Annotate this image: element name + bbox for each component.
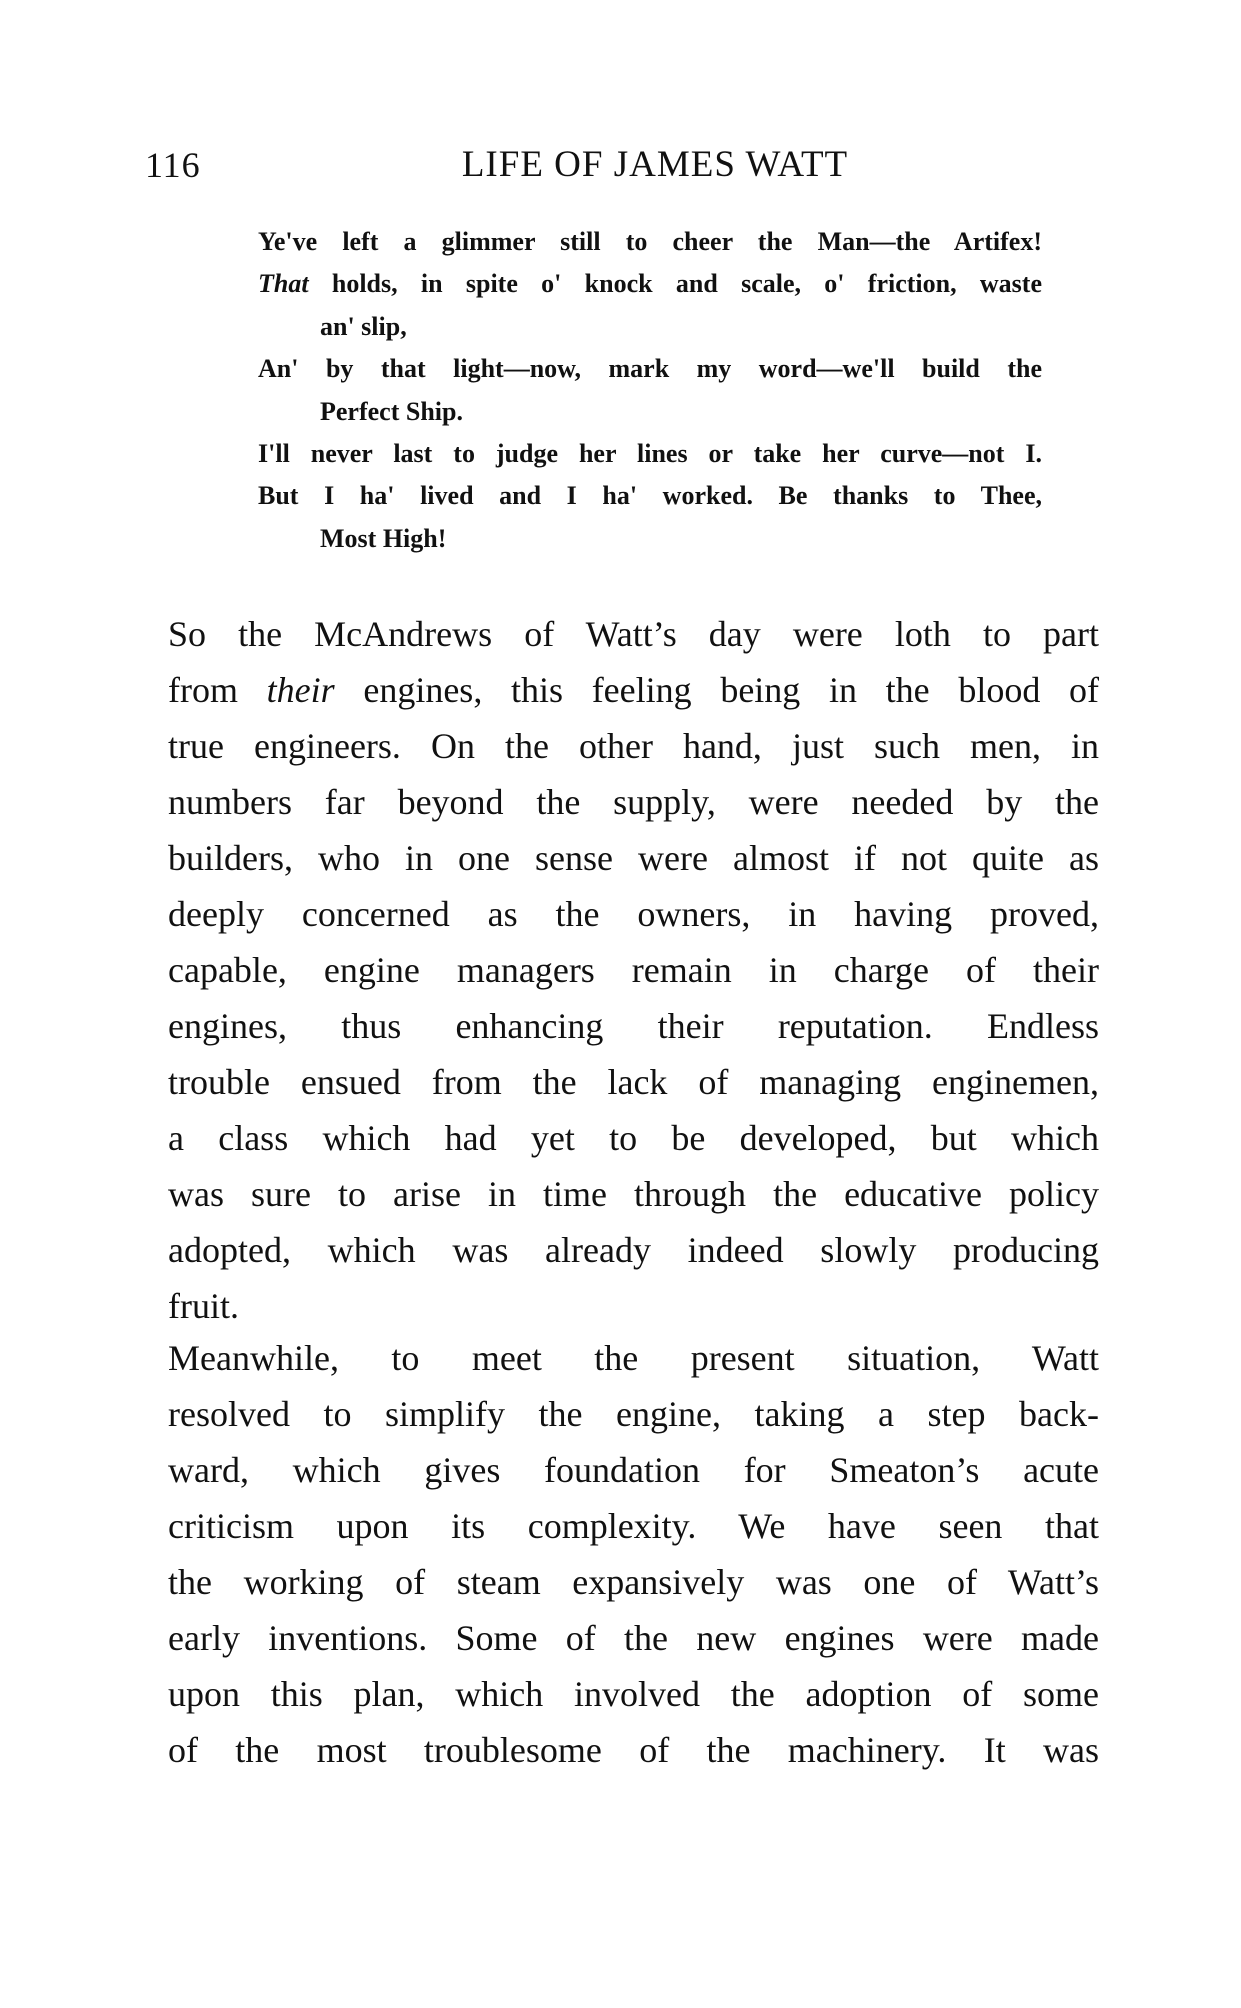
body-line — [168, 1722, 1099, 1778]
text-segment: deeply concerned as the owners, in having proved, — [168, 894, 1099, 934]
text-segment: true engineers. On the other hand, just such men, in — [168, 726, 1099, 766]
verse-line — [258, 433, 1042, 475]
verse-line — [258, 475, 1042, 517]
text-segment: the working of steam expansively was one of Watt’s — [168, 1562, 1099, 1602]
body-line — [168, 1222, 1099, 1278]
verse-line-continuation — [258, 306, 1042, 348]
text-segment: of the most troublesome of the machinery. It was — [168, 1730, 1099, 1770]
text-segment: So the McAndrews of Watt’s day were loth to part — [168, 614, 1099, 654]
text-segment: Most High! — [320, 523, 447, 553]
text-segment: engines, this feeling being in the blood of — [334, 670, 1099, 710]
text-segment: trouble ensued from the lack of managing enginemen, — [168, 1062, 1099, 1102]
text-segment: builders, who in one sense were almost if not quite as — [168, 838, 1099, 878]
body-line — [168, 886, 1099, 942]
body-line — [168, 1666, 1099, 1722]
italic-text: their — [266, 670, 335, 710]
verse-line — [258, 263, 1042, 305]
text-segment: holds, in spite o' knock and scale, o' friction, waste — [308, 269, 1042, 299]
text-segment: fruit. — [168, 1286, 239, 1326]
paragraph-1 — [168, 606, 1099, 1334]
body-line — [168, 718, 1099, 774]
body-line — [168, 1330, 1099, 1386]
text-segment: upon this plan, which involved the adoption of some — [168, 1674, 1099, 1714]
text-segment: criticism upon its complexity. We have seen that — [168, 1506, 1099, 1546]
body-line — [168, 1278, 1099, 1334]
text-segment: an' slip, — [320, 311, 407, 341]
text-segment: Meanwhile, to meet the present situation, Watt — [168, 1338, 1099, 1378]
verse-block — [258, 221, 1042, 560]
text-segment: a class which had yet to be developed, but which — [168, 1118, 1099, 1158]
body-line — [168, 830, 1099, 886]
verse-line — [258, 348, 1042, 390]
verse-line — [258, 221, 1042, 263]
text-segment: numbers far beyond the supply, were needed by the — [168, 782, 1099, 822]
text-segment: from — [168, 670, 267, 710]
paragraph-2 — [168, 1330, 1099, 1778]
body-line — [168, 1110, 1099, 1166]
body-line — [168, 998, 1099, 1054]
body-line — [168, 606, 1099, 662]
body-line — [168, 1166, 1099, 1222]
text-segment: An' by that light—now, mark my word—we'll build the — [258, 354, 1042, 384]
text-segment: adopted, which was already indeed slowly producing — [168, 1230, 1099, 1270]
text-segment: But I ha' lived and I ha' worked. Be thanks to Thee, — [258, 481, 1042, 511]
body-line — [168, 662, 1099, 718]
text-segment: Perfect Ship. — [320, 396, 463, 426]
text-segment: ward, which gives foundation for Smeaton’s acute — [168, 1450, 1099, 1490]
body-line — [168, 774, 1099, 830]
body-line — [168, 1442, 1099, 1498]
body-line — [168, 1386, 1099, 1442]
text-segment: resolved to simplify the engine, taking a step back- — [168, 1394, 1099, 1434]
running-title: LIFE OF JAMES WATT — [461, 144, 849, 185]
body-line — [168, 1498, 1099, 1554]
verse-line-continuation — [258, 391, 1042, 433]
text-segment: Ye've left a glimmer still to cheer the Man—the Artifex! — [258, 227, 1042, 256]
text-segment: early inventions. Some of the new engines were made — [168, 1618, 1099, 1658]
italic-text: That — [258, 269, 309, 299]
text-segment: capable, engine managers remain in charge of their — [168, 950, 1099, 990]
verse-line-continuation — [258, 518, 1042, 560]
body-line — [168, 1054, 1099, 1110]
text-segment: I'll never last to judge her lines or take her curve—not I. — [258, 438, 1042, 468]
page-number: 116 — [145, 145, 201, 185]
body-line — [168, 1554, 1099, 1610]
body-line — [168, 1610, 1099, 1666]
body-line — [168, 942, 1099, 998]
text-segment: engines, thus enhancing their reputation. Endless — [168, 1006, 1099, 1046]
text-segment: was sure to arise in time through the educative policy — [168, 1174, 1099, 1214]
